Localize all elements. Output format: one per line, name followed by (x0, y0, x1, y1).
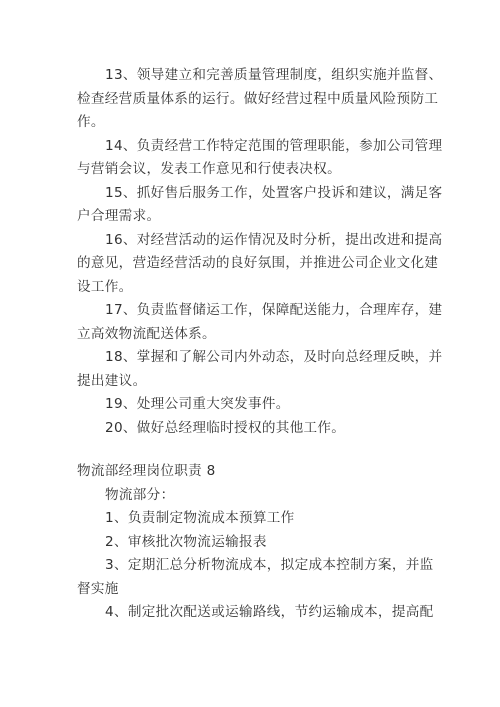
duty-item-17 (77, 299, 443, 346)
section-subtitle: 物流部分： (105, 486, 175, 503)
section-title: 物流部经理岗位职责 8 (77, 463, 216, 479)
duty-text-line: 与营销会议，发表工作意见和行使表决权。 (77, 161, 341, 177)
duty-text-line: 2、审核批次物流运输报表 (105, 533, 267, 550)
duty-item-19 (77, 393, 427, 417)
duty-item-13 (77, 64, 443, 135)
duty-text-line: 16、对经营活动的运作情况及时分析，提出改进和提高 (105, 231, 443, 248)
duty-text-line: 13、领导建立和完善质量管理制度，组织实施并监督、 (105, 67, 443, 83)
duty-item-18 (77, 346, 443, 393)
duty-text-line: 的意见，营造经营活动的良好氛围，并推进公司企业文化建 (77, 255, 439, 271)
duty-text-line: 检查经营质量体系的运行。做好经营过程中质量风险预防工 (77, 90, 439, 107)
duty-text-line: 提出建议。 (77, 372, 147, 389)
duty-item-20 (77, 417, 427, 441)
duty-text-line: 17、负责监督储运工作，保障配送能力，合理库存，建 (105, 302, 443, 318)
duty-list-continued (77, 64, 443, 440)
duty-text-line: 3、定期汇总分析物流成本，拟定成本控制方案，并监 (105, 557, 434, 573)
duty-text-line: 4、制定批次配送或运输路线，节约运输成本，提高配 (105, 604, 434, 620)
duty-item-15 (77, 182, 443, 229)
logistics-item-1 (77, 507, 427, 531)
duty-text-line: 设工作。 (77, 278, 133, 295)
duty-item-16 (77, 229, 443, 300)
duty-text-line: 18、掌握和了解公司内外动态，及时向总经理反映，并 (105, 349, 443, 365)
logistics-item-2 (77, 531, 427, 555)
duty-item-14 (77, 135, 443, 182)
logistics-item-3 (77, 554, 434, 601)
duty-text-line: 督实施 (77, 580, 119, 597)
duty-text-line: 14、负责经营工作特定范围的管理职能，参加公司管理 (105, 137, 443, 154)
duty-text-line: 19、处理公司重大突发事件。 (105, 396, 290, 412)
duty-text-line: 户合理需求。 (77, 208, 161, 224)
duty-text-line: 立高效物流配送体系。 (77, 325, 216, 342)
logistics-item-4 (77, 601, 434, 625)
duty-text-line: 20、做好总经理临时授权的其他工作。 (105, 419, 346, 436)
logistics-section (77, 460, 434, 625)
duty-text-line: 作。 (77, 114, 105, 130)
duty-text-line: 15、抓好售后服务工作，处置客户投诉和建议，满足客 (105, 184, 443, 201)
duty-text-line: 1、负责制定物流成本预算工作 (105, 510, 295, 526)
